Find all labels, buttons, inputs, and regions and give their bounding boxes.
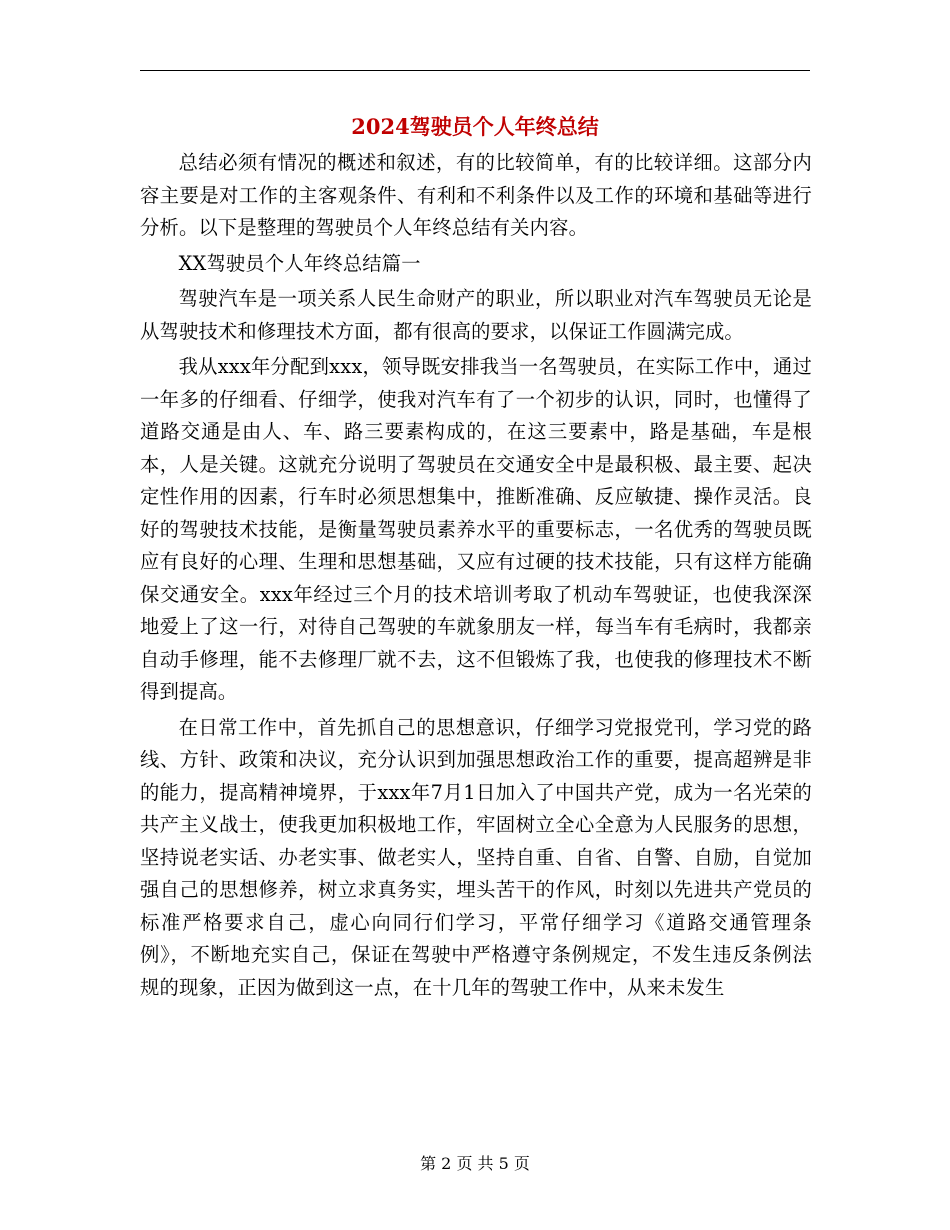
page-footer xyxy=(0,1152,950,1176)
document-body xyxy=(140,147,812,1007)
document-title: 2024驾驶员个人年终总结 xyxy=(351,114,599,139)
paragraph-1: 驾驶汽车是一项关系人民生命财产的职业，所以职业对汽车驾驶员无论是从驾驶技术和修理技术方面，都有很高的要求，以保证工作圆满完成。 xyxy=(140,287,812,343)
header-rule xyxy=(140,70,810,71)
section-heading: XX驾驶员个人年终总结篇一 xyxy=(178,251,421,275)
paragraph-2: 我从xxx年分配到xxx，领导既安排我当一名驾驶员，在实际工作中，通过一年多的仔细看、仔细学，使我对汽车有了一个初步的认识，同时，也懂得了道路交通是由人、车、路三要素构成的，在这三要素中，路是基础，车是根本，人是关键。这就充分说明了驾驶员在交通安全中是最积极、最主要、起决定性作用的因素，行车时必须思想集中，推断准确、反应敏捷、操作灵活。良好的驾驶技术技能，是衡量驾驶员素养水平的重要标志，一名优秀的驾驶员既应有良好的心理、生理和思想基础，又应有过硬的技术技能，只有这样方能确保交通安全。xxx年经过三个月的技术培训考取了机动车驾驶证，也使我深深地爱上了这一行，对待自己驾驶的车就象朋友一样，每当车有毛病时，我都亲自动手修理，能不去修理厂就不去，这不但锻炼了我，也使我的修理技术不断得到提高。 xyxy=(140,355,812,703)
paragraph-3: 在日常工作中，首先抓自己的思想意识，仔细学习党报党刊，学习党的路线、方针、政策和决议，充分认识到加强思想政治工作的重要，提高超辨是非的能力，提高精神境界，于xxx年7月1日加入了中国共产党，成为一名光荣的共产主义战士，使我更加积极地工作，牢固树立全心全意为人民服务的思想，坚持说老实话、办老实事、做老实人，坚持自重、自省、自警、自励，自觉加强自己的思想修养，树立求真务实，埋头苦干的作风，时刻以先进共产党员的标准严格要求自己，虚心向同行们学习，平常仔细学习《道路交通管理条例》，不断地充实自己，保证在驾驶中严格遵守条例规定，不发生违反条例法规的现象，正因为做到这一点，在十几年的驾驶工作中，从来未发生 xyxy=(140,715,812,999)
page-number: 第 2 页 共 5 页 xyxy=(420,1154,530,1173)
paragraph-intro: 总结必须有情况的概述和叙述，有的比较简单，有的比较详细。这部分内容主要是对工作的主客观条件、有利和不利条件以及工作的环境和基础等进行分析。以下是整理的驾驶员个人年终总结有关内容。 xyxy=(140,151,812,239)
